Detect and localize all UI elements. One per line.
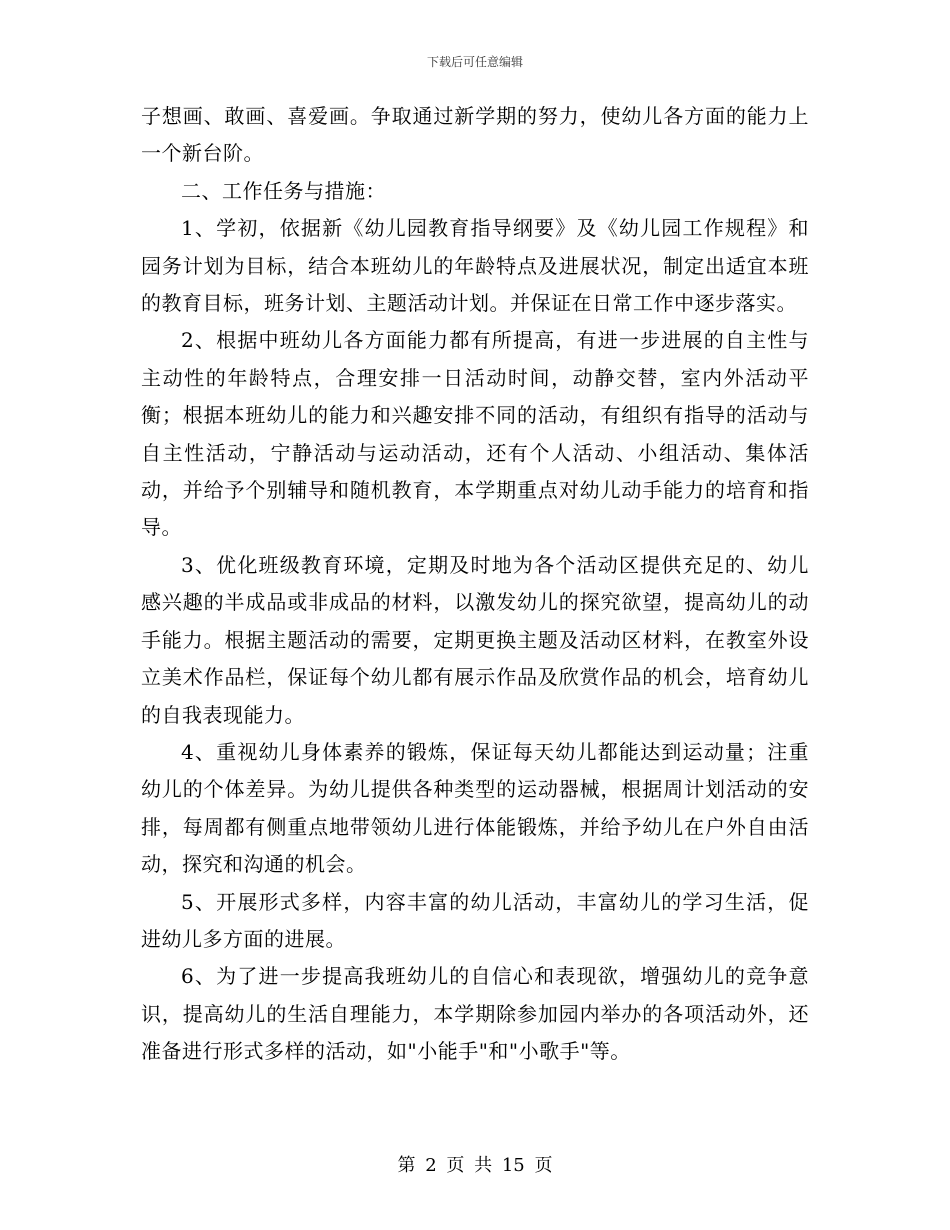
paragraph-item-4: 4、重视幼儿身体素养的锻炼，保证每天幼儿都能达到运动量；注重幼儿的个体差异。为幼儿提供各种类型的运动器械，根据周计划活动的安排，每周都有侧重点地带领幼儿进行体能锻炼，并给予幼儿在户外自由活动，探究和沟通的机会。 <box>141 739 809 877</box>
document-body <box>141 98 809 1071</box>
paragraph-item-5: 5、开展形式多样，内容丰富的幼儿活动，丰富幼儿的学习生活，促进幼儿多方面的进展。 <box>141 889 809 951</box>
paragraph-item-2: 2、根据中班幼儿各方面能力都有所提高，有进一步进展的自主性与主动性的年龄特点，合理安排一日活动时间，动静交替，室内外活动平衡；根据本班幼儿的能力和兴趣安排不同的活动，有组织有指导的活动与自主性活动，宁静活动与运动活动，还有个人活动、小组活动、集体活动，并给予个别辅导和随机教育，本学期重点对幼儿动手能力的培育和指导。 <box>141 328 809 540</box>
paragraph-item-3: 3、优化班级教育环境，定期及时地为各个活动区提供充足的、幼儿感兴趣的半成品或非成品的材料，以激发幼儿的探究欲望，提高幼儿的动手能力。根据主题活动的需要，定期更换主题及活动区材料，在教室外设立美术作品栏，保证每个幼儿都有展示作品及欣赏作品的机会，培育幼儿的自我表现能力。 <box>141 552 809 727</box>
paragraph-item-6: 6、为了进一步提高我班幼儿的自信心和表现欲，增强幼儿的竞争意识，提高幼儿的生活自理能力，本学期除参加园内举办的各项活动外，还准备进行形式多样的活动，如"小能手"和"小歌手"等。 <box>141 964 809 1064</box>
page-number: 第 2 页 共 15 页 <box>397 1155 553 1176</box>
section-heading: 二、工作任务与措施： <box>181 178 386 203</box>
page-footer <box>0 1154 950 1178</box>
page-header <box>0 54 950 70</box>
paragraph-item-1: 1、学初，依据新《幼儿园教育指导纲要》及《幼儿园工作规程》和园务计划为目标，结合本班幼儿的年龄特点及进展状况，制定出适宜本班的教育目标，班务计划、主题活动计划。并保证在日常工作中逐步落实。 <box>141 216 809 316</box>
paragraph-continuation: 子想画、敢画、喜爱画。争取通过新学期的努力，使幼儿各方面的能力上一个新台阶。 <box>141 104 809 166</box>
header-note: 下载后可任意编辑 <box>426 55 523 69</box>
